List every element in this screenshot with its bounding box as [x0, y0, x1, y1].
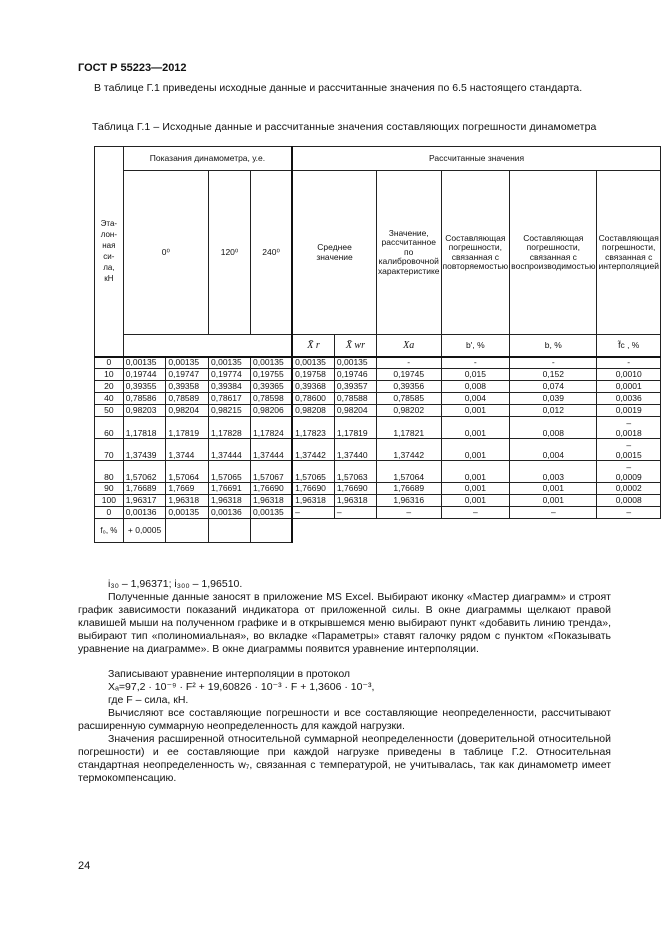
cell-mean-wr: 1,57063 — [334, 461, 376, 483]
cell-calib-xa: 1,17821 — [376, 417, 441, 439]
cell-mean-r: 0,98208 — [292, 405, 334, 417]
table-row — [95, 495, 661, 507]
table-row — [95, 507, 661, 519]
cell-reading-0-a: 1,96317 — [123, 495, 166, 507]
header-deg-240: 240⁰ — [251, 171, 293, 335]
cell-mean-r: 1,96318 — [292, 495, 334, 507]
cell-repeatability: 0,001 — [441, 461, 510, 483]
paragraph-results: Значения расширенной относительной суммарной неопределенности (доверительной относительной погрешности) и ее составляющие при каждой нагрузке приведены в таблице Г.2. Относительная стандартная неопределенность w₇, связанная с температурой, не учитывалась, так как динамометр имеет термокомпенсацию. — [78, 733, 611, 784]
cell-reading-0-a: 1,57062 — [123, 461, 166, 483]
cell-reading-0-a: 0,98203 — [123, 405, 166, 417]
cell-reading-0-a: 1,17818 — [123, 417, 166, 439]
symbol-mean-wr: X̄ wr — [334, 335, 376, 357]
cell-reading-0-b: 0,00135 — [166, 357, 209, 369]
paragraph-excel: Полученные данные заносят в приложение MS Excel. Выбирают иконку «Мастер диаграмм» и строят график зависимости показаний индикатора от приложенной силы. В окне диаграммы щелкают правой клавишей мыши на полученном графике и в открывшемся меню выбирают пункт «добавить линию тренда», выбирают тип «полиномиальная», во вкладке «Параметры» ставят галочку рядом с пунктом «Показывать уравнение на диаграмме». В окне диаграммы появится уравнение интерполяции. — [78, 591, 611, 655]
interpolation-equation: Xₐ=97,2 · 10⁻⁹ · F² + 19,60826 · 10⁻³ · F + 1,3606 · 10⁻³, — [108, 681, 375, 693]
intro-paragraph: В таблице Г.1 приведены исходные данные и рассчитанные значения по 6.5 настоящего стандарта. — [94, 82, 583, 94]
cell-repeatability: 0,001 — [441, 405, 510, 417]
cell-reading-0-a: 1,37439 — [123, 439, 166, 461]
cell-reading-240: 0,00135 — [251, 357, 293, 369]
cell-calib-xa: 0,19745 — [376, 369, 441, 381]
cell-interpolation: – 0,0015 — [597, 439, 661, 461]
cell-reading-120: 0,39384 — [209, 381, 251, 393]
formula-i-values: i₃₀ – 1,96371; i₃₀₀ – 1,96510. — [108, 578, 243, 590]
table-caption: Таблица Г.1 – Исходные данные и рассчитанные значения составляющих погрешности динамометра — [92, 121, 597, 133]
cell-repeatability: - — [441, 357, 510, 369]
cell-mean-r: 1,37442 — [292, 439, 334, 461]
cell-reading-120: 1,57065 — [209, 461, 251, 483]
cell-repeatability: 0,015 — [441, 369, 510, 381]
table-row — [95, 417, 661, 439]
cell-interpolation: 0,0002 — [597, 483, 661, 495]
cell-interpolation: – 0,0018 — [597, 417, 661, 439]
cell-interpolation: 0,0008 — [597, 495, 661, 507]
cell-reading-0-a: 1,76689 — [123, 483, 166, 495]
cell-reproducibility: 0,003 — [510, 461, 597, 483]
cell-mean-wr: 1,37440 — [334, 439, 376, 461]
cell-reproducibility: 0,001 — [510, 483, 597, 495]
cell-reading-120: 0,19774 — [209, 369, 251, 381]
cell-reading-0-a: 0,00136 — [123, 507, 166, 519]
table-row — [95, 461, 661, 483]
f0-blank-2 — [209, 519, 251, 543]
cell-reading-0-b: 1,7669 — [166, 483, 209, 495]
cell-reading-0-b: 0,98204 — [166, 405, 209, 417]
cell-reading-0-b: 1,96318 — [166, 495, 209, 507]
cell-reading-120: 1,37444 — [209, 439, 251, 461]
cell-mean-wr: 1,96318 — [334, 495, 376, 507]
cell-calib-xa: 1,57064 — [376, 461, 441, 483]
header-calibration-value: Значение, рассчитанное по калибровочной характеристике — [376, 171, 441, 335]
cell-force: 70 — [95, 439, 124, 461]
cell-force: 60 — [95, 417, 124, 439]
cell-reproducibility: 0,039 — [510, 393, 597, 405]
header-symbol-empty — [123, 335, 292, 357]
cell-calib-xa: 1,96316 — [376, 495, 441, 507]
cell-reading-240: 1,76690 — [251, 483, 293, 495]
cell-reading-120: 1,17828 — [209, 417, 251, 439]
header-force: Эта-лон-ная си-ла, кН — [95, 147, 124, 357]
table-row — [95, 483, 661, 495]
cell-calib-xa: 0,98202 — [376, 405, 441, 417]
symbol-b-prime: b', % — [441, 335, 510, 357]
cell-calib-xa: 0,39356 — [376, 381, 441, 393]
cell-repeatability: 0,001 — [441, 439, 510, 461]
cell-interpolation: 0,0010 — [597, 369, 661, 381]
cell-mean-r: 0,78600 — [292, 393, 334, 405]
cell-reading-0-b: 1,3744 — [166, 439, 209, 461]
cell-mean-wr: 1,17819 — [334, 417, 376, 439]
cell-mean-wr: 1,76690 — [334, 483, 376, 495]
cell-mean-r: 0,19758 — [292, 369, 334, 381]
cell-mean-r: 1,76690 — [292, 483, 334, 495]
cell-mean-r: 0,39368 — [292, 381, 334, 393]
cell-reading-0-a: 0,19744 — [123, 369, 166, 381]
cell-mean-wr: 0,19746 — [334, 369, 376, 381]
cell-force: 0 — [95, 357, 124, 369]
header-interpolation: Составляющая погрешности, связанная с интерполяцией — [597, 171, 661, 335]
cell-reproducibility: 0,074 — [510, 381, 597, 393]
cell-mean-wr: – — [334, 507, 376, 519]
cell-mean-wr: 0,78588 — [334, 393, 376, 405]
cell-reading-0-a: 0,39355 — [123, 381, 166, 393]
cell-repeatability: 0,001 — [441, 417, 510, 439]
cell-reading-120: 0,00135 — [209, 357, 251, 369]
cell-reading-0-b: 1,17819 — [166, 417, 209, 439]
cell-reading-240: 1,57067 — [251, 461, 293, 483]
table-row — [95, 357, 661, 369]
cell-repeatability: 0,001 — [441, 495, 510, 507]
cell-reading-240: 1,37444 — [251, 439, 293, 461]
f0-blank-3 — [251, 519, 293, 543]
f0-blank-1 — [166, 519, 209, 543]
cell-reproducibility: 0,004 — [510, 439, 597, 461]
header-mean: Среднее значение — [292, 171, 376, 335]
cell-repeatability: 0,004 — [441, 393, 510, 405]
cell-reading-240: 0,19755 — [251, 369, 293, 381]
table-row — [95, 393, 661, 405]
cell-calib-xa: - — [376, 357, 441, 369]
table-row — [95, 381, 661, 393]
table-row — [95, 369, 661, 381]
cell-reading-240: 0,98206 — [251, 405, 293, 417]
cell-reading-240: 1,17824 — [251, 417, 293, 439]
cell-reproducibility: 0,152 — [510, 369, 597, 381]
cell-reading-240: 0,78598 — [251, 393, 293, 405]
cell-reading-0-a: 0,78586 — [123, 393, 166, 405]
cell-mean-wr: 0,98204 — [334, 405, 376, 417]
cell-force: 100 — [95, 495, 124, 507]
cell-interpolation: 0,0001 — [597, 381, 661, 393]
cell-reading-240: 1,96318 — [251, 495, 293, 507]
cell-reading-0-b: 1,57064 — [166, 461, 209, 483]
cell-calib-xa: – — [376, 507, 441, 519]
cell-mean-r: 1,17823 — [292, 417, 334, 439]
cell-reading-0-b: 0,78589 — [166, 393, 209, 405]
symbol-fc: f̃c , % — [597, 335, 661, 357]
cell-reading-120: 1,76691 — [209, 483, 251, 495]
document-header: ГОСТ Р 55223—2012 — [78, 62, 187, 74]
cell-mean-r: – — [292, 507, 334, 519]
cell-interpolation: - — [597, 357, 661, 369]
cell-interpolation: 0,0036 — [597, 393, 661, 405]
cell-calib-xa: 1,76689 — [376, 483, 441, 495]
cell-force: 10 — [95, 369, 124, 381]
symbol-b: b, % — [510, 335, 597, 357]
cell-force: 20 — [95, 381, 124, 393]
header-calculated: Рассчитанные значения — [292, 147, 660, 171]
cell-force: 90 — [95, 483, 124, 495]
cell-mean-wr: 0,00135 — [334, 357, 376, 369]
cell-interpolation: 0,0019 — [597, 405, 661, 417]
equation-where: где F – сила, кН. — [108, 694, 189, 706]
cell-calib-xa: 1,37442 — [376, 439, 441, 461]
cell-reading-0-b: 0,39358 — [166, 381, 209, 393]
cell-reading-120: 0,00136 — [209, 507, 251, 519]
cell-reading-240: 0,00135 — [251, 507, 293, 519]
cell-force: 0 — [95, 507, 124, 519]
cell-reproducibility: - — [510, 357, 597, 369]
cell-repeatability: – — [441, 507, 510, 519]
f0-value: + 0,0005 — [123, 519, 166, 543]
cell-interpolation: – 0,0009 — [597, 461, 661, 483]
table-row — [95, 405, 661, 417]
header-deg-0: 0⁰ — [123, 171, 208, 335]
cell-reading-120: 1,96318 — [209, 495, 251, 507]
paragraph-compute: Вычисляют все составляющие погрешности и все составляющие неопределенности, рассчитывают расширенную суммарную неопределенность для каждой нагрузки. — [78, 707, 611, 732]
cell-reproducibility: 0,012 — [510, 405, 597, 417]
symbol-mean-r: X̄ r — [292, 335, 334, 357]
cell-force: 80 — [95, 461, 124, 483]
symbol-xa: Xa — [376, 335, 441, 357]
header-repeatability: Составляющая погрешности, связанная с повторяемостью — [441, 171, 510, 335]
cell-repeatability: 0,008 — [441, 381, 510, 393]
table-row — [95, 439, 661, 461]
cell-force: 50 — [95, 405, 124, 417]
cell-reading-0-b: 0,00135 — [166, 507, 209, 519]
cell-reading-240: 0,39365 — [251, 381, 293, 393]
cell-force: 40 — [95, 393, 124, 405]
cell-mean-r: 0,00135 — [292, 357, 334, 369]
table-g1 — [94, 146, 661, 543]
paragraph-record: Записывают уравнение интерполяции в протокол — [108, 668, 351, 680]
header-reproducibility: Составляющая погрешности, связанная с воспроизводимостью — [510, 171, 597, 335]
header-readings: Показания динамометра, у.е. — [123, 147, 292, 171]
cell-interpolation: – — [597, 507, 661, 519]
cell-reproducibility: 0,008 — [510, 417, 597, 439]
f0-label: f₀, % — [95, 519, 124, 543]
cell-repeatability: 0,001 — [441, 483, 510, 495]
cell-reading-0-b: 0,19747 — [166, 369, 209, 381]
cell-reading-0-a: 0,00135 — [123, 357, 166, 369]
cell-mean-wr: 0,39357 — [334, 381, 376, 393]
cell-reproducibility: 0,001 — [510, 495, 597, 507]
page-number: 24 — [78, 860, 91, 872]
cell-reading-120: 0,78617 — [209, 393, 251, 405]
cell-mean-r: 1,57065 — [292, 461, 334, 483]
cell-reading-120: 0,98215 — [209, 405, 251, 417]
cell-reproducibility: – — [510, 507, 597, 519]
header-deg-120: 120⁰ — [209, 171, 251, 335]
cell-calib-xa: 0,78585 — [376, 393, 441, 405]
